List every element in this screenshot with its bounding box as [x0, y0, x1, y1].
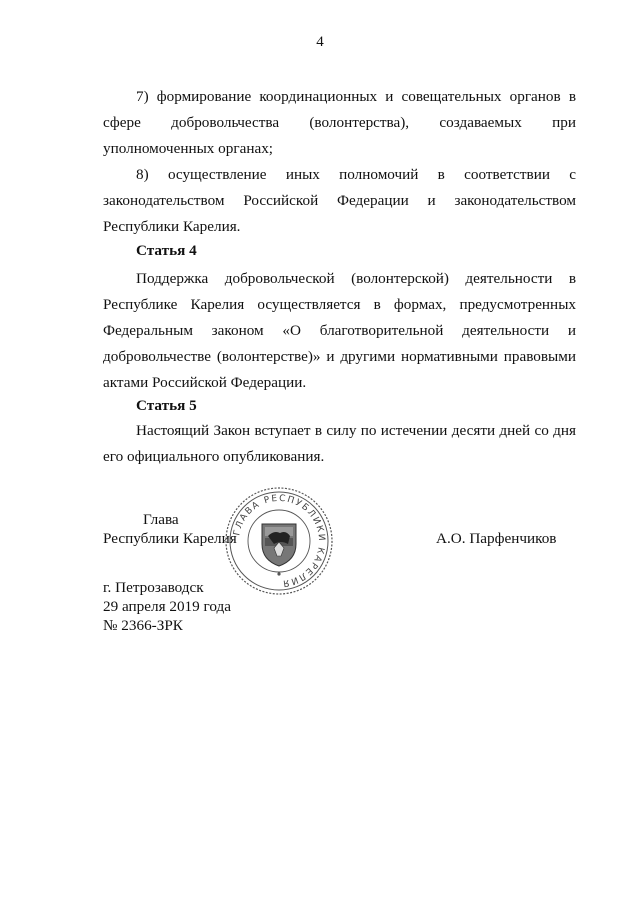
official-seal	[224, 486, 334, 596]
article-5-heading: Статья 5	[136, 397, 197, 414]
signatory-title-line2: Республики Карелия	[103, 530, 237, 547]
article-4-text: Поддержка добровольческой (волонтерской) деятельности в Республике Карелия осуществляется в формах, предусмотренных Федеральным законом «О благотворительной деятельности и добровольчестве (волонтерстве)» и другими нормативными правовыми актами Российской Федерации.	[103, 270, 576, 391]
seal-text: ГЛАВА РЕСПУБЛИКИ КАРЕЛИЯ	[232, 493, 327, 589]
article-4-heading: Статья 4	[136, 242, 197, 259]
law-number: № 2366-ЗРК	[103, 617, 183, 634]
page-number: 4	[316, 34, 324, 50]
place: г. Петрозаводск	[103, 579, 204, 596]
item-8: 8) осуществление иных полномочий в соответствии с законодательством Российской Федерации и законодательством Республики Карелия.	[103, 166, 576, 235]
item-7: 7) формирование координационных и совещательных органов в сфере добровольчества (волонтерства), создаваемых при уполномоченных органах;	[103, 88, 576, 157]
signatory-title-line1: Глава	[143, 511, 179, 528]
coat-of-arms-icon	[262, 524, 296, 576]
article-5-text: Настоящий Закон вступает в силу по истечении десяти дней со дня его официального опубликования.	[103, 422, 576, 465]
signatory-name: А.О. Парфенчиков	[436, 530, 557, 547]
law-date: 29 апреля 2019 года	[103, 598, 231, 615]
